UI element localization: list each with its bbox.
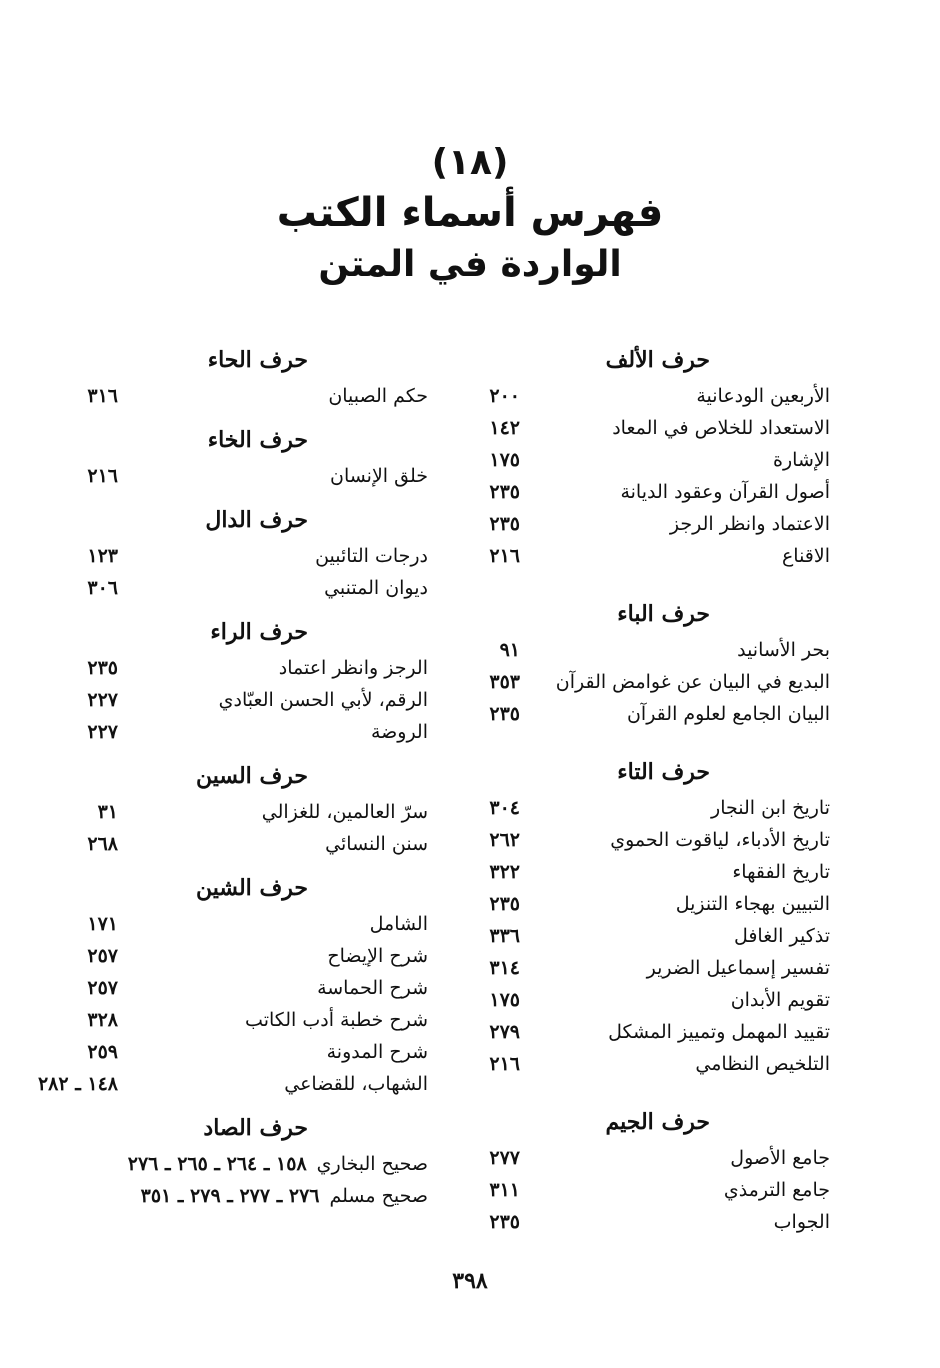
- book-title: تقييد المهمل وتمييز المشكل: [608, 1021, 830, 1043]
- index-entry: [78, 828, 428, 860]
- page-references: ٢٣٥: [489, 513, 520, 535]
- index-number: (١٨): [431, 142, 509, 183]
- index-entry: [480, 1174, 830, 1206]
- book-title: تاريخ ابن النجار: [711, 797, 830, 819]
- book-title: شرح المدونة: [326, 1041, 428, 1063]
- page-references: ١٧٥: [489, 449, 520, 471]
- page-references: ٢٥٧: [87, 977, 118, 999]
- index-entry: [78, 652, 428, 684]
- index-entry: [480, 1048, 830, 1080]
- book-title: تاريخ الأدباء، لياقوت الحموي: [610, 829, 830, 851]
- page-references: ٢٥٧: [87, 945, 118, 967]
- book-title: الرجز وانظر اعتماد: [278, 657, 428, 679]
- index-entry: [480, 1142, 830, 1174]
- index-entry: [480, 1016, 830, 1048]
- book-title: الاستعداد للخلاص في المعاد: [612, 417, 830, 439]
- index-entry: [480, 792, 830, 824]
- page-title-line2: الواردة في المتن: [318, 244, 622, 285]
- book-title: درجات التائبين: [315, 545, 428, 567]
- book-title: الاقناع: [781, 545, 830, 567]
- page-references: ٢٣٥: [489, 1211, 520, 1233]
- page-references: ٣٥٣: [489, 671, 520, 693]
- page-references: ٢٢٧: [87, 721, 118, 743]
- index-entry: [78, 1004, 428, 1036]
- page-references: ٢١٦: [489, 1053, 520, 1075]
- page-references: ٩١: [499, 639, 520, 661]
- page-references: ١٧١: [87, 913, 118, 935]
- index-entry: [78, 908, 428, 940]
- book-title: تذكير الغافل: [733, 925, 830, 947]
- page-references: ٢٣٥: [489, 703, 520, 725]
- section-heading: حرف الألف: [605, 347, 710, 373]
- page-title-line1: فهرس أسماء الكتب: [276, 190, 664, 236]
- page-references: ٣٠٦: [87, 577, 118, 599]
- book-title: خلق الإنسان: [329, 465, 428, 487]
- book-title: الإشارة: [773, 449, 830, 471]
- book-title: صحيح مسلم: [329, 1185, 428, 1207]
- section-heading: حرف الجيم: [605, 1109, 710, 1135]
- book-title: شرح خطبة أدب الكاتب: [245, 1009, 428, 1031]
- page-references: ٢٧٩: [489, 1021, 520, 1043]
- page-references: ٢٦٢: [489, 829, 520, 851]
- index-entry: [480, 540, 830, 572]
- index-entry: [480, 824, 830, 856]
- index-entry: [78, 1148, 428, 1180]
- index-entry: [78, 684, 428, 716]
- book-title: الجواب: [773, 1211, 830, 1233]
- page-references: ١٢٣: [87, 545, 118, 567]
- right-column: [480, 340, 830, 1238]
- page-references: ٢٧٧: [489, 1147, 520, 1169]
- page-references: ٢٦٨: [87, 833, 118, 855]
- book-title: الروضة: [370, 721, 428, 743]
- index-entry: [480, 952, 830, 984]
- page-references: ٢٣٥: [87, 657, 118, 679]
- index-entry: [480, 984, 830, 1016]
- page-references: ٢٣٥: [489, 481, 520, 503]
- book-title: حكم الصبيان: [328, 385, 428, 407]
- book-title: جامع الأصول: [730, 1147, 830, 1169]
- index-entry: [480, 698, 830, 730]
- index-entry: [78, 940, 428, 972]
- book-title: التبيين بهجاء التنزيل: [675, 893, 830, 915]
- page-references: ٣٣٦: [489, 925, 520, 947]
- page-references: ٢٢٧: [87, 689, 118, 711]
- page-number: ٣٩٨: [452, 1268, 488, 1294]
- index-entry: [37, 1068, 428, 1100]
- book-title: صحيح البخاري: [316, 1153, 428, 1175]
- page-references: ٢١٦: [489, 545, 520, 567]
- page-references: ٢٣٥: [489, 893, 520, 915]
- book-title: الاعتماد وانظر الرجز: [669, 513, 830, 535]
- page-references: ٣٢٨: [87, 1009, 118, 1031]
- book-title: تقويم الأبدان: [730, 989, 830, 1011]
- section-heading: حرف الحاء: [207, 347, 308, 373]
- section-heading: حرف الراء: [210, 619, 308, 645]
- index-entry: [480, 634, 830, 666]
- book-title: الشهاب، للقضاعي: [284, 1073, 428, 1095]
- index-entry: [480, 508, 830, 540]
- index-entry: [78, 972, 428, 1004]
- page-references: ٢٠٠: [489, 385, 520, 407]
- section-heading: حرف الشين: [195, 875, 308, 901]
- index-entry: [480, 666, 830, 698]
- page-references: ٣١٦: [87, 385, 118, 407]
- book-title: تفسير إسماعيل الضرير: [646, 957, 830, 979]
- page-references: ١٧٥: [489, 989, 520, 1011]
- book-title: بحر الأسانيد: [737, 639, 830, 661]
- book-title: الأربعين الودعانية: [696, 385, 830, 407]
- book-title: ديوان المتنبي: [324, 577, 428, 599]
- page-references: ٣١٤: [489, 957, 520, 979]
- book-title: سرّ العالمين، للغزالي: [261, 801, 428, 823]
- index-entry: [78, 540, 428, 572]
- page-references: ٣١١: [489, 1179, 520, 1201]
- page-references: ١٥٨ ـ ٢٦٤ ـ ٢٦٥ ـ ٢٧٦: [127, 1153, 307, 1175]
- index-entry: [78, 380, 428, 412]
- page-references: ١٤٨ ـ ٢٨٢: [37, 1073, 118, 1095]
- book-title: أصول القرآن وعقود الديانة: [620, 481, 830, 503]
- page-references: ٣٠٤: [489, 797, 520, 819]
- index-entry: [480, 856, 830, 888]
- index-entry: [78, 1036, 428, 1068]
- index-entry: [78, 796, 428, 828]
- index-entry: [78, 1180, 428, 1212]
- section-heading: حرف الباء: [617, 601, 710, 627]
- index-entry: [480, 380, 830, 412]
- book-title: البيان الجامع لعلوم القرآن: [626, 703, 830, 725]
- index-entry: [480, 920, 830, 952]
- index-entry: [78, 716, 428, 748]
- page-references: ٢١٦: [87, 465, 118, 487]
- section-heading: حرف الدال: [205, 507, 308, 533]
- page-references: ١٤٢: [489, 417, 520, 439]
- book-title: جامع الترمذي: [723, 1179, 830, 1201]
- index-entry: [480, 412, 830, 444]
- left-column: [37, 340, 428, 1212]
- book-title: التلخيص النظامي: [695, 1053, 830, 1075]
- index-entry: [480, 1206, 830, 1238]
- book-title: تاريخ الفقهاء: [732, 861, 830, 883]
- page-references: ٢٧٦ ـ ٢٧٧ ـ ٢٧٩ ـ ٣٥١: [140, 1185, 320, 1207]
- book-title: الرقم، لأبي الحسن العبّادي: [218, 689, 428, 711]
- book-title: شرح الحماسة: [317, 977, 428, 999]
- index-entry: [78, 572, 428, 604]
- index-entry: [480, 888, 830, 920]
- section-heading: حرف الخاء: [207, 427, 308, 453]
- section-heading: حرف السين: [195, 763, 308, 789]
- book-title: الشامل: [369, 913, 428, 935]
- page-references: ٣٢٢: [489, 861, 520, 883]
- book-title: شرح الإيضاح: [327, 945, 428, 967]
- book-title: سنن النسائي: [325, 833, 428, 855]
- section-heading: حرف التاء: [617, 759, 710, 785]
- book-title: البديع في البيان عن غوامض القرآن: [555, 671, 830, 693]
- page-references: ٢٥٩: [87, 1041, 118, 1063]
- section-heading: حرف الصاد: [203, 1115, 308, 1141]
- index-entry: [480, 444, 830, 476]
- index-entry: [480, 476, 830, 508]
- page-references: ٣١: [97, 801, 118, 823]
- index-entry: [78, 460, 428, 492]
